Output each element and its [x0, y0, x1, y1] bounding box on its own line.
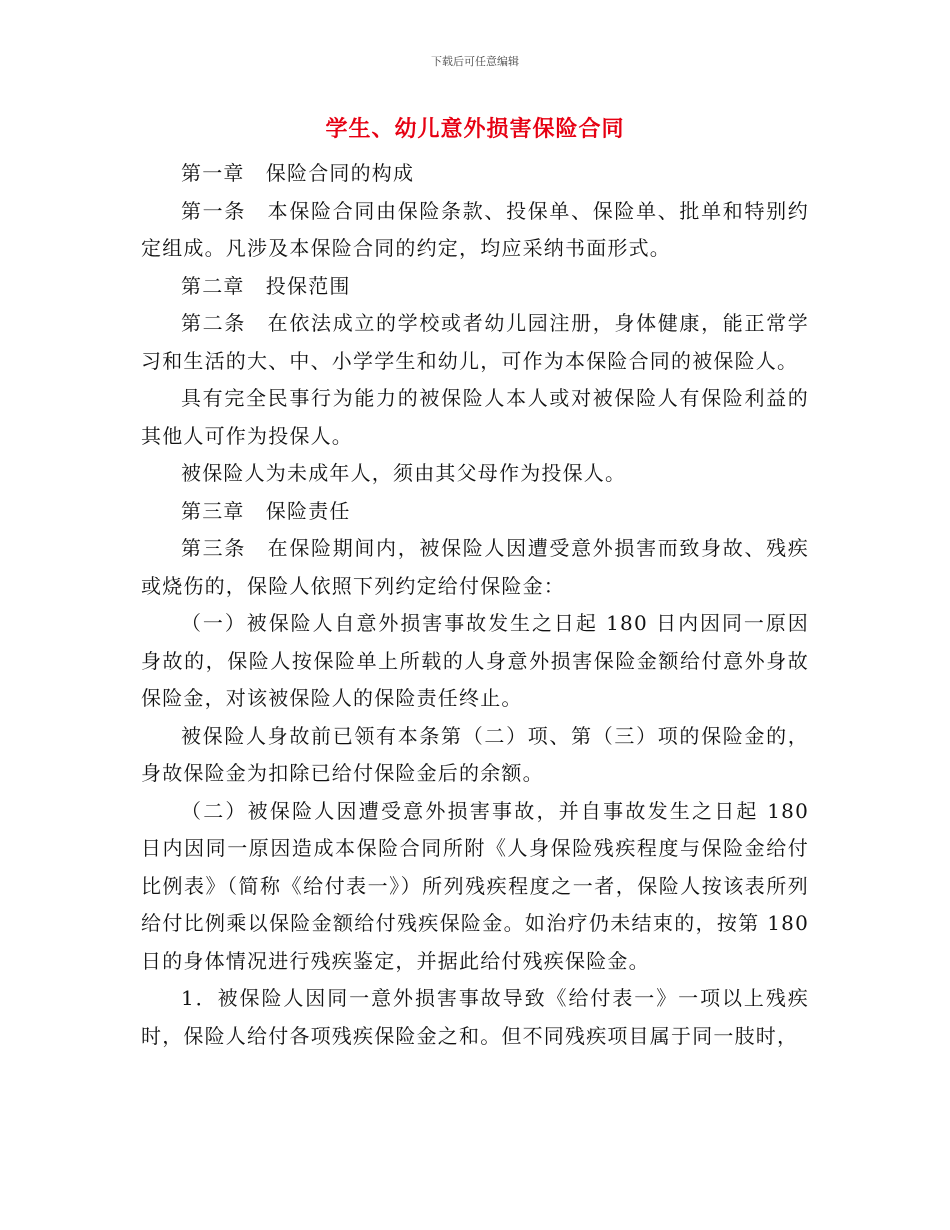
- document-title: 学生、幼儿意外损害保险合同: [325, 117, 625, 142]
- document-body: [141, 155, 809, 1055]
- paragraph-policyholder: 具有完全民事行为能力的被保险人本人或对被保险人有保险利益的其他人可作为投保人。: [141, 386, 809, 448]
- article-3: 第三条 在保险期间内，被保险人因遭受意外损害而致身故、残疾或烧伤的，保险人依照下列约定给付保险金：: [141, 536, 809, 598]
- chapter-heading-3: 第三章 保险责任: [181, 498, 351, 523]
- clause-1: （一）被保险人自意外损害事故发生之日起 180 日内因同一原因身故的，保险人按保险单上所载的人身意外损害保险金额给付意外身故保险金，对该被保险人的保险责任终止。: [141, 611, 809, 710]
- chapter-heading-1: 第一章 保险合同的构成: [181, 161, 415, 185]
- clause-2: （二）被保险人因遭受意外损害事故，并自事故发生之日起 180 日内因同一原因造成本保险合同所附《人身保险残疾程度与保险金给付比例表》（简称《给付表一》）所列残疾程度之一者，保险人按该表所列给付比例乘以保险金额给付残疾保险金。如治疗仍未结束的，按第 180 日的身体情况进行残疾鉴定，并据此给付残疾保险金。: [141, 798, 809, 973]
- page-header: 下载后可任意编辑: [431, 55, 519, 68]
- paragraph-death-benefit: 被保险人身故前已领有本条第（二）项、第（三）项的保险金的，身故保险金为扣除已给付保险金后的余额。: [141, 723, 809, 785]
- article-2: 第二条 在依法成立的学校或者幼儿园注册，身体健康，能正常学习和生活的大、中、小学学生和幼儿，可作为本保险合同的被保险人。: [141, 311, 809, 373]
- chapter-heading-2: 第二章 投保范围: [181, 273, 351, 298]
- sub-clause-1: 1．被保险人因同一意外损害事故导致《给付表一》一项以上残疾时，保险人给付各项残疾保险金之和。但不同残疾项目属于同一肢时，: [141, 986, 809, 1048]
- paragraph-minor: 被保险人为未成年人，须由其父母作为投保人。: [181, 461, 627, 485]
- article-1: 第一条 本保险合同由保险条款、投保单、保险单、批单和特别约定组成。凡涉及本保险合同的约定，均应采纳书面形式。: [141, 198, 809, 260]
